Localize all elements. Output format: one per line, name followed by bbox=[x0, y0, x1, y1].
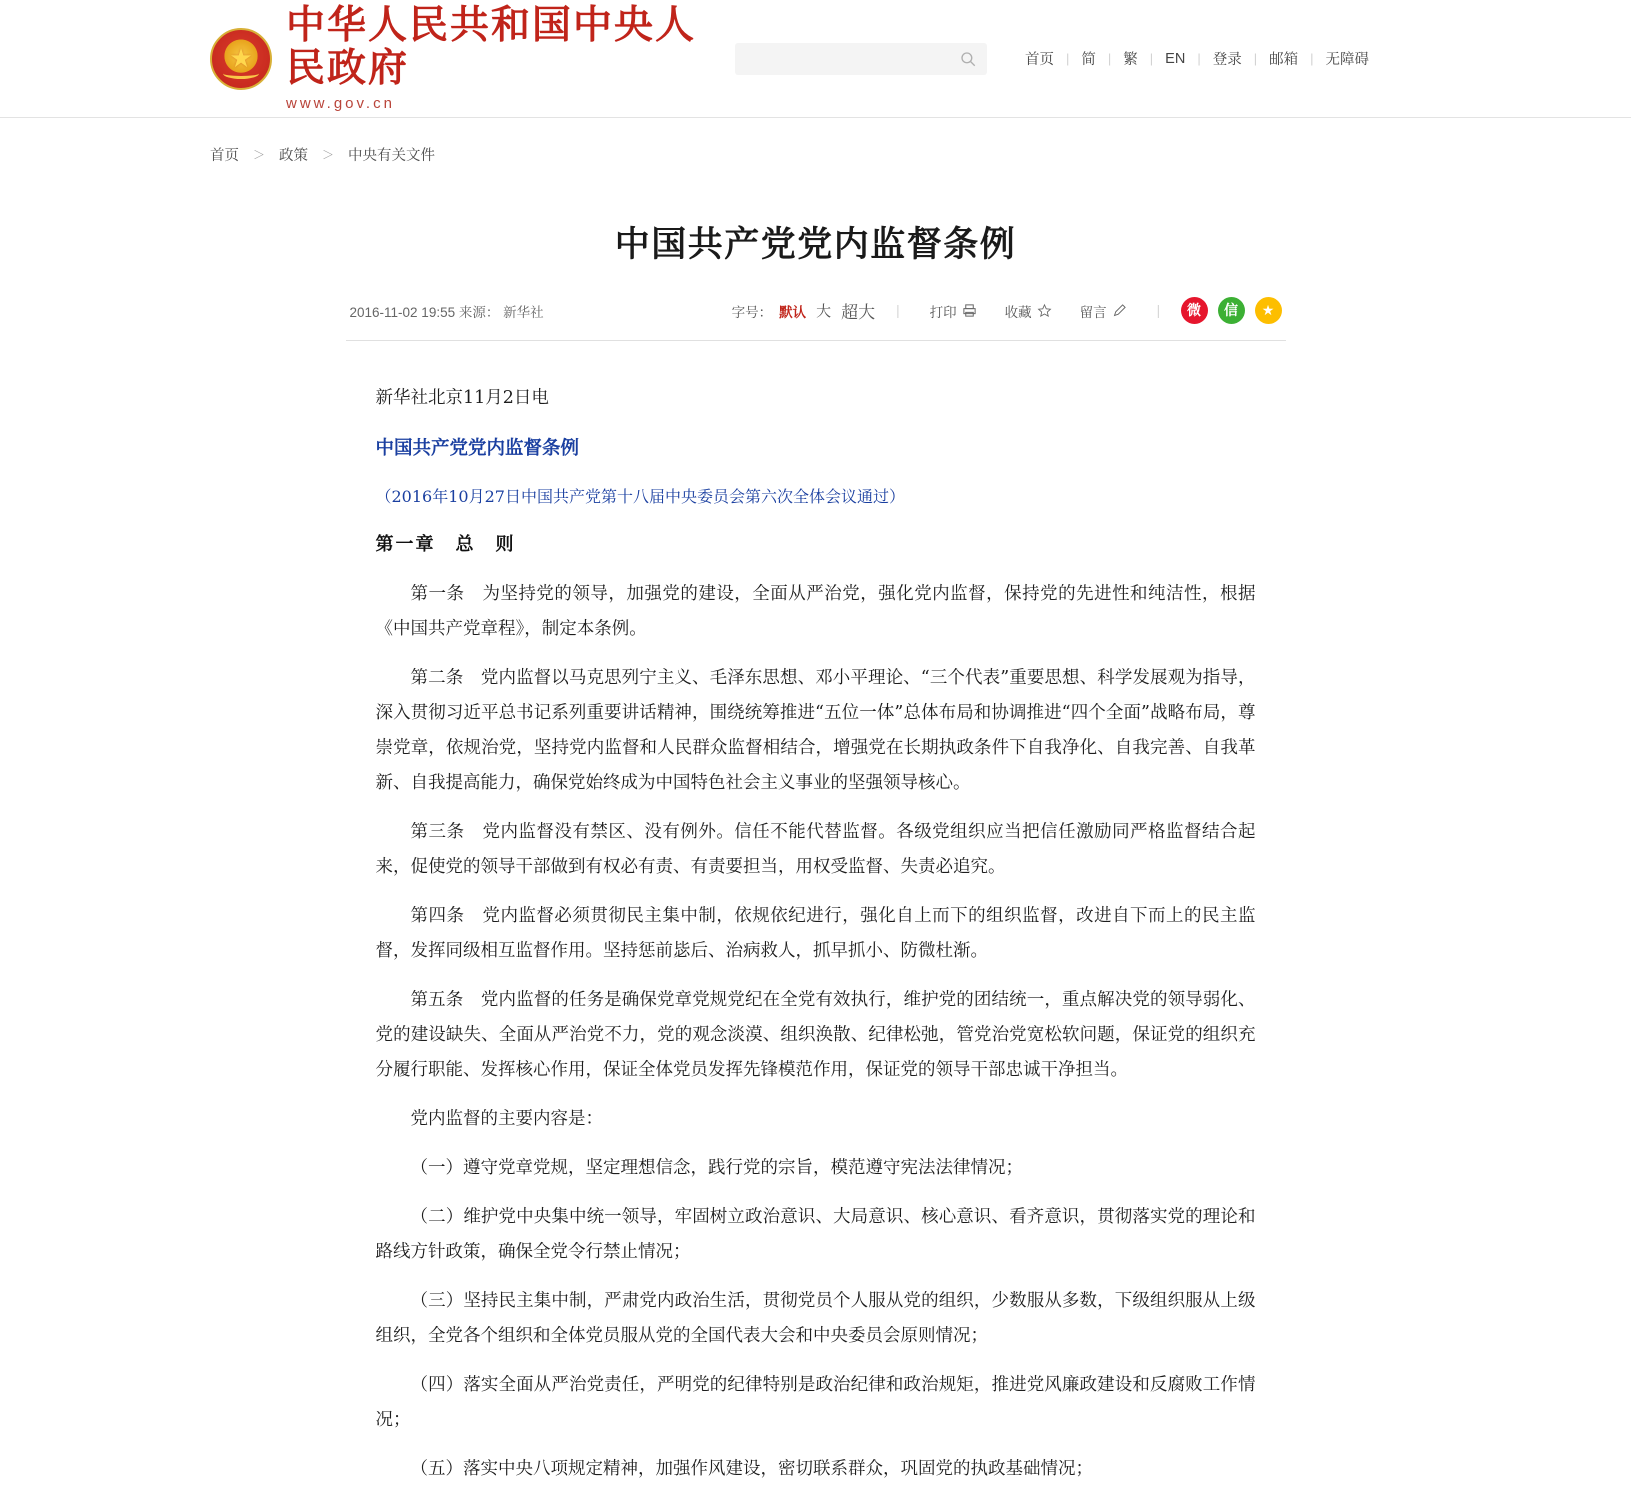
favorite-label: 收藏 bbox=[1004, 304, 1032, 320]
search-input[interactable] bbox=[745, 50, 959, 67]
page-title: 中国共产党党内监督条例 bbox=[614, 225, 1017, 265]
paragraph: （四）落实全面从严治党责任，严明党的纪律特别是政治纪律和政治规矩，推进党风廉政建设和反腐败工作情况； bbox=[375, 1375, 1256, 1430]
chapter-heading: 第一章 总 则 bbox=[375, 534, 516, 555]
document-subtitle: （2016年10月27日中国共产党第十八届中央委员会第六次全体会议通过） bbox=[375, 487, 905, 506]
chevron-right-icon: ＞ bbox=[322, 148, 335, 162]
share-qzone-icon[interactable]: ★ bbox=[1255, 297, 1282, 324]
print-button[interactable] bbox=[918, 301, 989, 321]
paragraph: （二）维护党中央集中统一领导，牢固树立政治意识、大局意识、核心意识、看齐意识，贯彻落实党的理论和路线方针政策，确保全党令行禁止情况； bbox=[375, 1207, 1256, 1262]
printer-icon bbox=[962, 303, 977, 318]
breadcrumb bbox=[0, 118, 1631, 165]
paragraph: 第四条 党内监督必须贯彻民主集中制，依规依纪进行，强化自上而下的组织监督，改进自下而上的民主监督，发挥同级相互监督作用。坚持惩前毖后、治病救人，抓早抓小、防微杜渐。 bbox=[375, 906, 1256, 961]
divider: | bbox=[896, 303, 900, 318]
divider: | bbox=[1156, 303, 1161, 318]
nav-sep: | bbox=[1107, 51, 1112, 66]
pencil-icon bbox=[1112, 303, 1127, 318]
breadcrumb-item-policy[interactable]: 政策 bbox=[279, 148, 309, 164]
fontsize-extra-large[interactable]: 超大 bbox=[841, 303, 876, 322]
nav-item-english[interactable]: EN bbox=[1165, 50, 1186, 67]
nav-item-simplified[interactable]: 简 bbox=[1081, 52, 1096, 68]
breadcrumb-item-central-documents[interactable]: 中央有关文件 bbox=[348, 148, 436, 164]
article-meta-bar bbox=[346, 297, 1286, 341]
national-emblem-icon bbox=[210, 28, 272, 90]
favorite-button[interactable] bbox=[993, 301, 1064, 321]
nav-sep: | bbox=[1310, 51, 1314, 66]
site-header bbox=[0, 0, 1631, 118]
share-weibo-icon[interactable]: 微 bbox=[1181, 297, 1208, 324]
fontsize-large[interactable]: 大 bbox=[816, 303, 832, 320]
nav-item-traditional[interactable]: 繁 bbox=[1123, 52, 1138, 68]
site-title bbox=[286, 5, 735, 112]
paragraph: （五）落实中央八项规定精神，加强作风建设，密切联系群众，巩固党的执政基础情况； bbox=[410, 1459, 1093, 1479]
article-body bbox=[346, 341, 1286, 1487]
nav-sep: | bbox=[1197, 51, 1201, 66]
comment-label: 留言 bbox=[1079, 304, 1107, 320]
search-box[interactable] bbox=[735, 43, 987, 75]
document-title: 中国共产党党内监督条例 bbox=[375, 438, 580, 459]
header-nav bbox=[1013, 48, 1381, 69]
paragraph: 第五条 党内监督的任务是确保党章党规党纪在全党有效执行，维护党的团结统一，重点解决党的领导弱化、党的建设缺失、全面从严治党不力，党的观念淡漠、组织涣散、纪律松弛，管党治党宽松软问题，保证党的组织充分履行职能、发挥核心作用，保证全体党员发挥先锋模范作用，保证党的领导干部忠诚干净担当。 bbox=[375, 990, 1256, 1080]
paragraph: 第一条 为坚持党的领导，加强党的建设，全面从严治党，强化党内监督，保持党的先进性和纯洁性，根据《中国共产党章程》，制定本条例。 bbox=[375, 584, 1256, 639]
paragraph: 第三条 党内监督没有禁区、没有例外。信任不能代替监督。各级党组织应当把信任激励同严格监督结合起来，促使党的领导干部做到有权必有责、有责要担当，用权受监督、失责必追究。 bbox=[375, 822, 1256, 877]
fontsize-default[interactable]: 默认 bbox=[779, 304, 807, 320]
site-logo[interactable] bbox=[210, 5, 735, 112]
share-buttons bbox=[1181, 297, 1282, 324]
paragraph: 党内监督的主要内容是： bbox=[410, 1109, 603, 1129]
dateline: 新华社北京11月2日电 bbox=[375, 388, 549, 408]
nav-sep: | bbox=[1253, 51, 1258, 66]
share-wechat-icon[interactable]: 信 bbox=[1218, 297, 1245, 324]
nav-item-mail[interactable]: 邮箱 bbox=[1269, 52, 1299, 68]
nav-item-accessibility[interactable]: 无障碍 bbox=[1325, 52, 1369, 68]
search-icon[interactable] bbox=[959, 50, 977, 68]
paragraph: （一）遵守党章党规，坚定理想信念，践行党的宗旨，模范遵守宪法法律情况； bbox=[410, 1158, 1023, 1178]
chevron-right-icon: ＞ bbox=[253, 148, 266, 162]
publish-info: 2016-11-02 19:55 来源： 新华社 bbox=[349, 304, 544, 320]
site-name-cn: 中华人民共和国中央人民政府 bbox=[286, 3, 697, 91]
nav-item-home[interactable]: 首页 bbox=[1025, 52, 1054, 68]
print-label: 打印 bbox=[929, 304, 957, 320]
paragraph: （三）坚持民主集中制，严肃党内政治生活，贯彻党员个人服从党的组织，少数服从多数，下级组织服从上级组织，全党各个组织和全体党员服从党的全国代表大会和中央委员会原则情况； bbox=[375, 1291, 1256, 1346]
nav-item-login[interactable]: 登录 bbox=[1212, 52, 1242, 68]
fontsize-label: 字号： bbox=[731, 304, 773, 320]
nav-sep: | bbox=[1149, 51, 1154, 66]
paragraph: 第二条 党内监督以马克思列宁主义、毛泽东思想、邓小平理论、“三个代表”重要思想、科学发展观为指导，深入贯彻习近平总书记系列重要讲话精神，围绕统筹推进“五位一体”总体布局和协调推进“四个全面”战略布局，尊崇党章，依规治党，坚持党内监督和人民群众监督相结合，增强党在长期执政条件下自我净化、自我完善、自我革新、自我提高能力，确保党始终成为中国特色社会主义事业的坚强领导核心。 bbox=[375, 668, 1256, 793]
article bbox=[346, 165, 1286, 1487]
site-name-en: www.gov.cn bbox=[286, 94, 395, 112]
header-right bbox=[735, 43, 1631, 75]
comment-button[interactable] bbox=[1068, 301, 1139, 321]
nav-sep: | bbox=[1066, 51, 1070, 66]
star-icon bbox=[1037, 303, 1052, 318]
breadcrumb-item-home[interactable]: 首页 bbox=[210, 148, 239, 164]
fontsize-control bbox=[732, 298, 1175, 323]
